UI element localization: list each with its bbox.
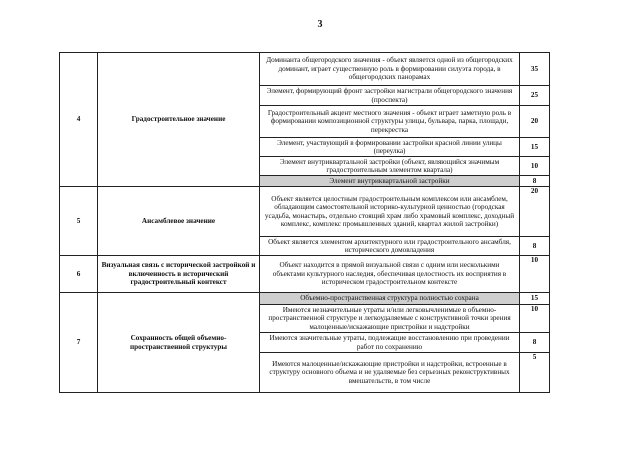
- score-cell: 20: [520, 106, 550, 138]
- criterion-item: Элемент, участвующий в формировании застройки красной линии улицы (переулка): [260, 138, 520, 157]
- row-number: 6: [60, 256, 98, 293]
- criterion-item: Объект является целостным градостроительным комплексом или ансамблем, обладающим самостоятельной историко-культурной ценностью (городская усадьба, монастырь, отдельно стоящий храм либо храмовый комплекс, доходный комплекс, комплекс промышленных зданий, квартал жилой застройки): [260, 187, 520, 237]
- criterion-name: Ансамблевое значение: [98, 187, 260, 256]
- criterion-item: Элемент, формирующий фронт застройки магистрали общегородского значения (проспекта): [260, 86, 520, 106]
- page-number: 3: [317, 19, 323, 30]
- score-cell: 5: [520, 353, 550, 393]
- criterion-item: Доминанта общегородского значения - объект является одной из общегородских доминант, играет существенную роль в формировании силуэта города, в общегородских панорамах: [260, 53, 520, 86]
- criterion-item: Элемент внутриквартальной застройки: [260, 176, 520, 187]
- score-cell: 10: [520, 157, 550, 176]
- row-number: 7: [60, 293, 98, 393]
- criterion-item: Объект является элементом архитектурного или градостроительного ансамбля, исторического домовладения: [260, 237, 520, 256]
- score-cell: 25: [520, 86, 550, 106]
- criterion-item: Имеются незначительные утраты и/или легковычленимые в объемно-пространственной структуре и легкоудаляемые с конструктивной точки зрения малоценные/искажающие пристройки и надстройки: [260, 305, 520, 333]
- score-cell: 8: [520, 176, 550, 187]
- table-row: [60, 53, 550, 86]
- score-cell: 8: [520, 333, 550, 353]
- score-cell: 15: [520, 138, 550, 157]
- score-cell: 10: [520, 305, 550, 333]
- score-cell: 20: [520, 187, 550, 237]
- score-cell: 15: [520, 293, 550, 305]
- table-row: [60, 256, 550, 293]
- score-cell: 8: [520, 237, 550, 256]
- criterion-item: Градостроительный акцент местного значения - объект играет заметную роль в формировании композиционной структуры улицы, бульвара, парка, площади, перекрестка: [260, 106, 520, 138]
- row-number: 5: [60, 187, 98, 256]
- criterion-item: Имеются значительные утраты, подлежащие восстановлению при проведении работ по сохранению: [260, 333, 520, 353]
- criterion-item: Объемно-пространственная структура полностью сохрана: [260, 293, 520, 305]
- row-number: 4: [60, 53, 98, 187]
- table-row: [60, 187, 550, 237]
- criterion-item: Элемент внутриквартальной застройки (объект, являющийся значимым градостроительным элементом квартала): [260, 157, 520, 176]
- criteria-table: [59, 52, 550, 393]
- criterion-item: Имеются малоценные/искажающие пристройки и надстройки, встроенные в структуру основного объема и не удаляемые без серьезных реконструктивных вмешательств, в том числе: [260, 353, 520, 393]
- criterion-item: Объект находится в прямой визуальной связи с одним или несколькими объектами культурного наследия, обеспечивая целостность их восприятия в историческом градостроительном контексте: [260, 256, 520, 293]
- criterion-name: Визуальная связь с исторической застройкой и включенность в исторический градостроительный контекст: [98, 256, 260, 293]
- criterion-name: Градостроительное значение: [98, 53, 260, 187]
- score-cell: 10: [520, 256, 550, 293]
- score-cell: 35: [520, 53, 550, 86]
- table-row: [60, 293, 550, 305]
- criterion-name: Сохранность общей объемно-пространственной структуры: [98, 293, 260, 393]
